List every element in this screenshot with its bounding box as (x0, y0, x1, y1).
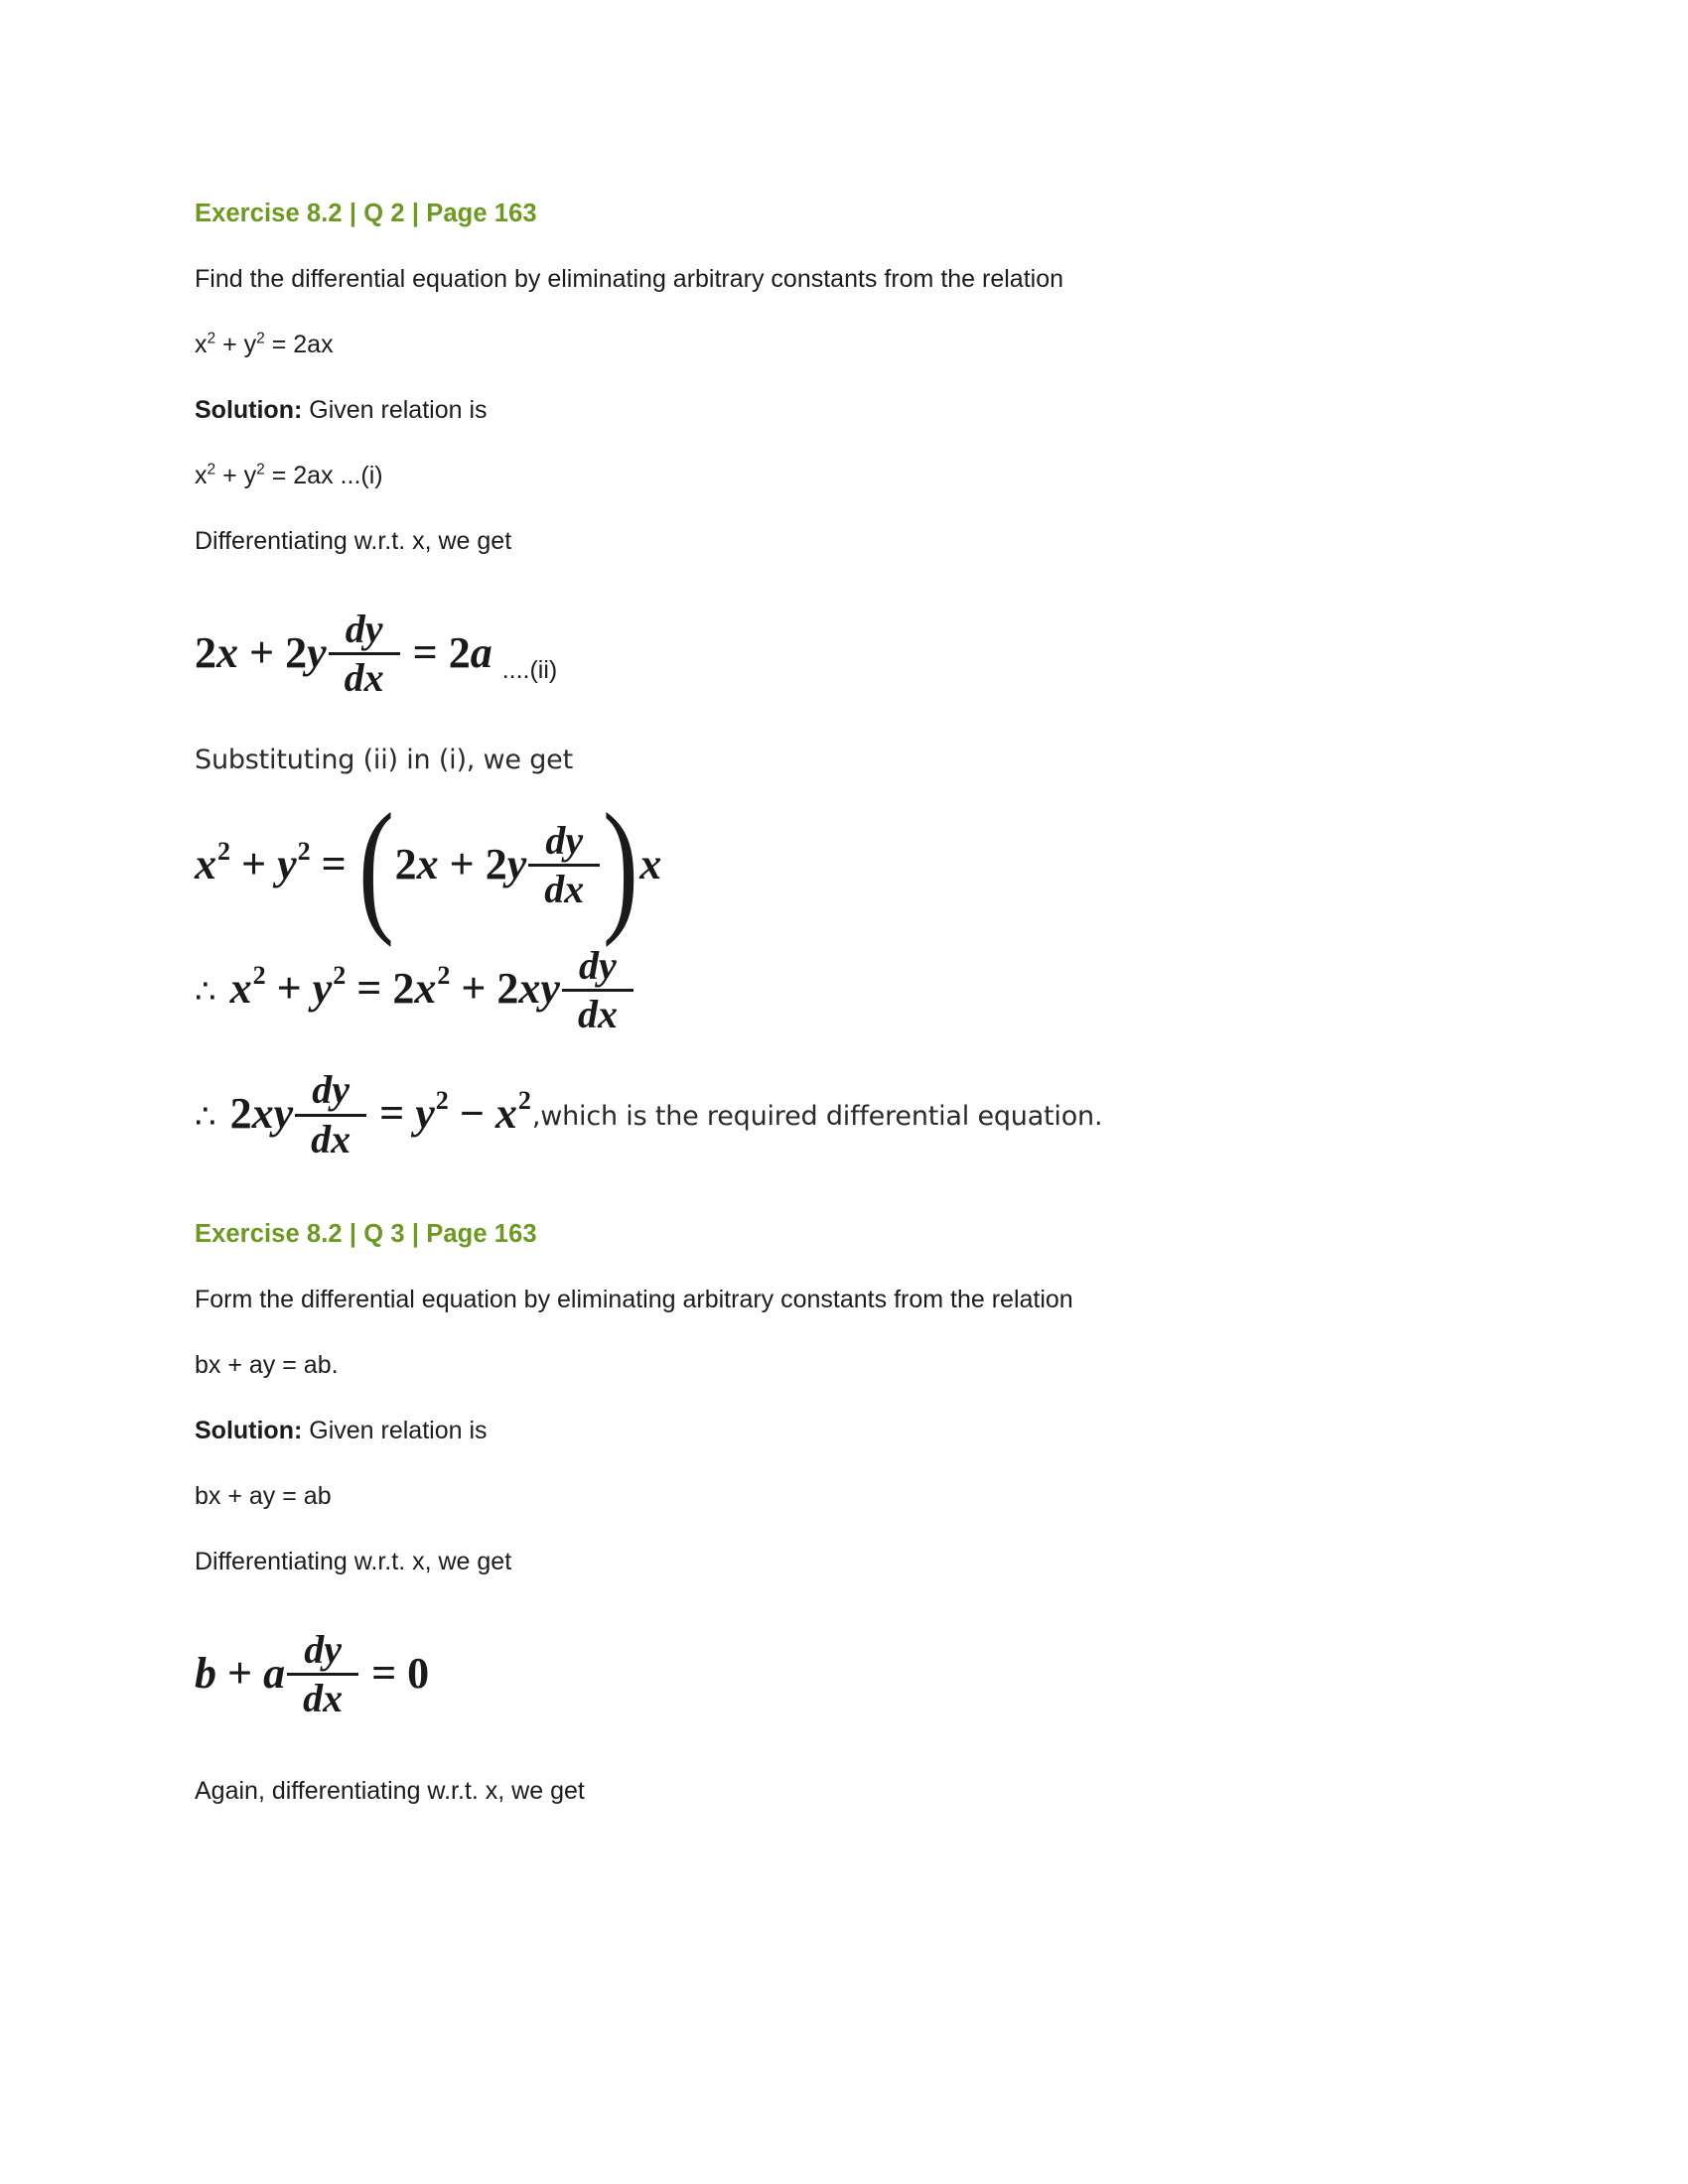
relation-x-exponent: 2 (207, 330, 216, 347)
left-parenthesis: ( (357, 783, 394, 949)
solution-label-q2: Solution: (195, 395, 303, 424)
eq-sub-equals: = (321, 839, 347, 888)
again-differentiate-line-q3: Again, differentiating w.r.t. x, we get (195, 1776, 585, 1805)
given-relation-q3: bx + ay = ab (195, 1481, 332, 1510)
relation-plus: + (222, 330, 237, 358)
fraction-dy-dx (528, 817, 600, 912)
relation-y-exponent: 2 (256, 330, 265, 347)
eq-q3-a: a (263, 1648, 286, 1698)
fraction-dy-dx (329, 606, 400, 701)
relation-i-rhs: 2ax (293, 461, 334, 489)
spacer (195, 713, 1426, 743)
right-parenthesis: ) (603, 783, 639, 949)
equation-substituted-body: x 2 + y 2 = ( 2 x + 2 y $\frac{dy}{dx}$ ) x (195, 783, 662, 949)
eq-ii-coef-2b: 2 (285, 627, 308, 677)
eq-ii-rhs-a: a (470, 627, 492, 677)
spacer (195, 1733, 1426, 1775)
equation-q3-body (195, 1628, 429, 1719)
equation-expanded-body: ∴ x 2 + y 2 = 2 x 2 + 2 x y $\frac{dy}{dx}$ (195, 944, 635, 1035)
eq-fin-minus: − (459, 1089, 485, 1139)
eq-exp-2: 2 (392, 964, 415, 1014)
relation-rhs: 2ax (293, 330, 334, 358)
eq-q3-equals: = (371, 1648, 397, 1698)
substituting-line: Substituting (ii) in (i), we get (195, 744, 573, 775)
therefore-symbol: ∴ (195, 1099, 216, 1137)
solution-label-q3: Solution: (195, 1416, 303, 1444)
solution-intro-text-q3: Given relation is (309, 1416, 488, 1444)
solution-intro-q3 (195, 1415, 1426, 1447)
fraction-denominator-dx: dx (544, 867, 585, 912)
eq-q3-b: b (195, 1648, 216, 1698)
eq-sub-2a: 2 (394, 839, 417, 888)
equation-substituted (195, 783, 1426, 949)
relation-i-q2 (195, 460, 1426, 492)
eq-exp-xy-y: y (540, 964, 560, 1014)
fraction-numerator-dy: dy (304, 1626, 342, 1672)
spacer (195, 588, 1426, 608)
fraction-denominator-dx: dx (577, 991, 618, 1036)
eq-ii-rhs-2: 2 (448, 627, 471, 677)
relation-y: y (243, 330, 257, 358)
differentiate-line-q2: Differentiating w.r.t. x, we get (195, 526, 512, 555)
eq-sub-y: y (277, 839, 297, 888)
eq-ii-plus: + (249, 627, 275, 677)
equation-final-q2 (195, 1068, 1426, 1160)
eq-sub-x2: x (416, 839, 439, 888)
relation-equals: = (271, 330, 287, 358)
eq-fin-x2: x (494, 1089, 517, 1139)
equation-b-plus-a-dydx (195, 1628, 1426, 1719)
document-content (195, 199, 1426, 1841)
fraction-numerator-dy: dy (545, 817, 584, 863)
eq-fin-y: y (273, 1089, 294, 1139)
section-q2 (195, 199, 1426, 1160)
equation-ii-tag: ....(ii) (501, 655, 558, 684)
eq-sub-y2: y (506, 839, 527, 888)
relation-i-equals: = (271, 461, 287, 489)
eq-q3-plus: + (227, 1648, 253, 1698)
equation-ii-body (195, 608, 492, 699)
fraction-numerator-dy: dy (312, 1067, 351, 1113)
eq-exp-x: x (229, 964, 252, 1014)
relation-i-y: y (243, 461, 257, 489)
relation-i-tag: ...(i) (340, 461, 383, 489)
relation-i-plus: + (222, 461, 237, 489)
eq-fin-y2: y (415, 1089, 435, 1139)
section-q3 (195, 1219, 1426, 1808)
solution-intro-text-q2: Given relation is (309, 395, 488, 424)
eq-ii-var-y: y (307, 627, 327, 677)
eq-sub-trailing-x: x (639, 839, 662, 888)
eq-sub-2b: 2 (485, 839, 507, 888)
fraction-numerator-dy: dy (579, 942, 617, 988)
question-text-q3: Form the differential equation by eliminating arbitrary constants from the relation (195, 1285, 1073, 1313)
relation-i-y-exponent: 2 (256, 461, 265, 478)
spacer (195, 1173, 1426, 1219)
question-text-q2: Find the differential equation by eliminating arbitrary constants from the relation (195, 264, 1064, 293)
differentiate-line-q3: Differentiating w.r.t. x, we get (195, 1547, 512, 1575)
eq-fin-x: x (251, 1089, 274, 1139)
therefore-symbol: ∴ (195, 974, 216, 1012)
eq-fin-equals: = (379, 1089, 405, 1139)
eq-ii-coef-2a: 2 (195, 627, 216, 677)
exercise-heading-q2: Exercise 8.2 | Q 2 | Page 163 (195, 200, 537, 227)
conclusion-text-q2: ,which is the required differential equation. (531, 1100, 1103, 1132)
eq-sub-x: x (195, 839, 216, 888)
fraction-dy-dx (562, 942, 633, 1036)
solution-intro-q2 (195, 394, 1426, 427)
relation-q2 (195, 329, 1426, 361)
exercise-heading-q3: Exercise 8.2 | Q 3 | Page 163 (195, 1220, 537, 1249)
spacer (195, 1608, 1426, 1628)
fraction-dy-dx (287, 1626, 358, 1721)
eq-exp-equals: = (356, 964, 382, 1014)
eq-fin-2: 2 (229, 1089, 252, 1139)
eq-ii-var-x: x (216, 627, 238, 677)
eq-sub-plus2: + (449, 839, 475, 888)
fraction-dy-dx (295, 1069, 366, 1160)
spacer (195, 1048, 1426, 1068)
eq-exp-plus1: + (276, 964, 302, 1014)
equation-final-body: ∴ 2 x y $\frac{dy}{dx}$ = y 2 − x 2 (195, 1067, 531, 1161)
eq-sub-plus1: + (241, 839, 267, 888)
fraction-denominator-dx: dx (344, 655, 384, 701)
eq-ii-equals: = (412, 627, 438, 677)
relation-i-x: x (195, 461, 208, 489)
fraction-denominator-dx: dx (311, 1116, 352, 1161)
eq-exp-xy-x: x (518, 964, 541, 1014)
equation-expanded (195, 944, 1426, 1035)
eq-exp-x2: x (414, 964, 437, 1014)
equation-2x-plus-2y-dydx (195, 608, 1426, 699)
fraction-denominator-dx: dx (303, 1676, 344, 1721)
relation-i-x-exponent: 2 (207, 461, 216, 478)
eq-q3-zero: 0 (407, 1648, 430, 1698)
eq-exp-y: y (312, 964, 333, 1014)
eq-exp-plus2: + (461, 964, 487, 1014)
fraction-numerator-dy: dy (345, 606, 383, 651)
relation-q3: bx + ay = ab. (195, 1350, 339, 1379)
eq-exp-2b: 2 (496, 964, 519, 1014)
relation-x: x (195, 330, 208, 358)
